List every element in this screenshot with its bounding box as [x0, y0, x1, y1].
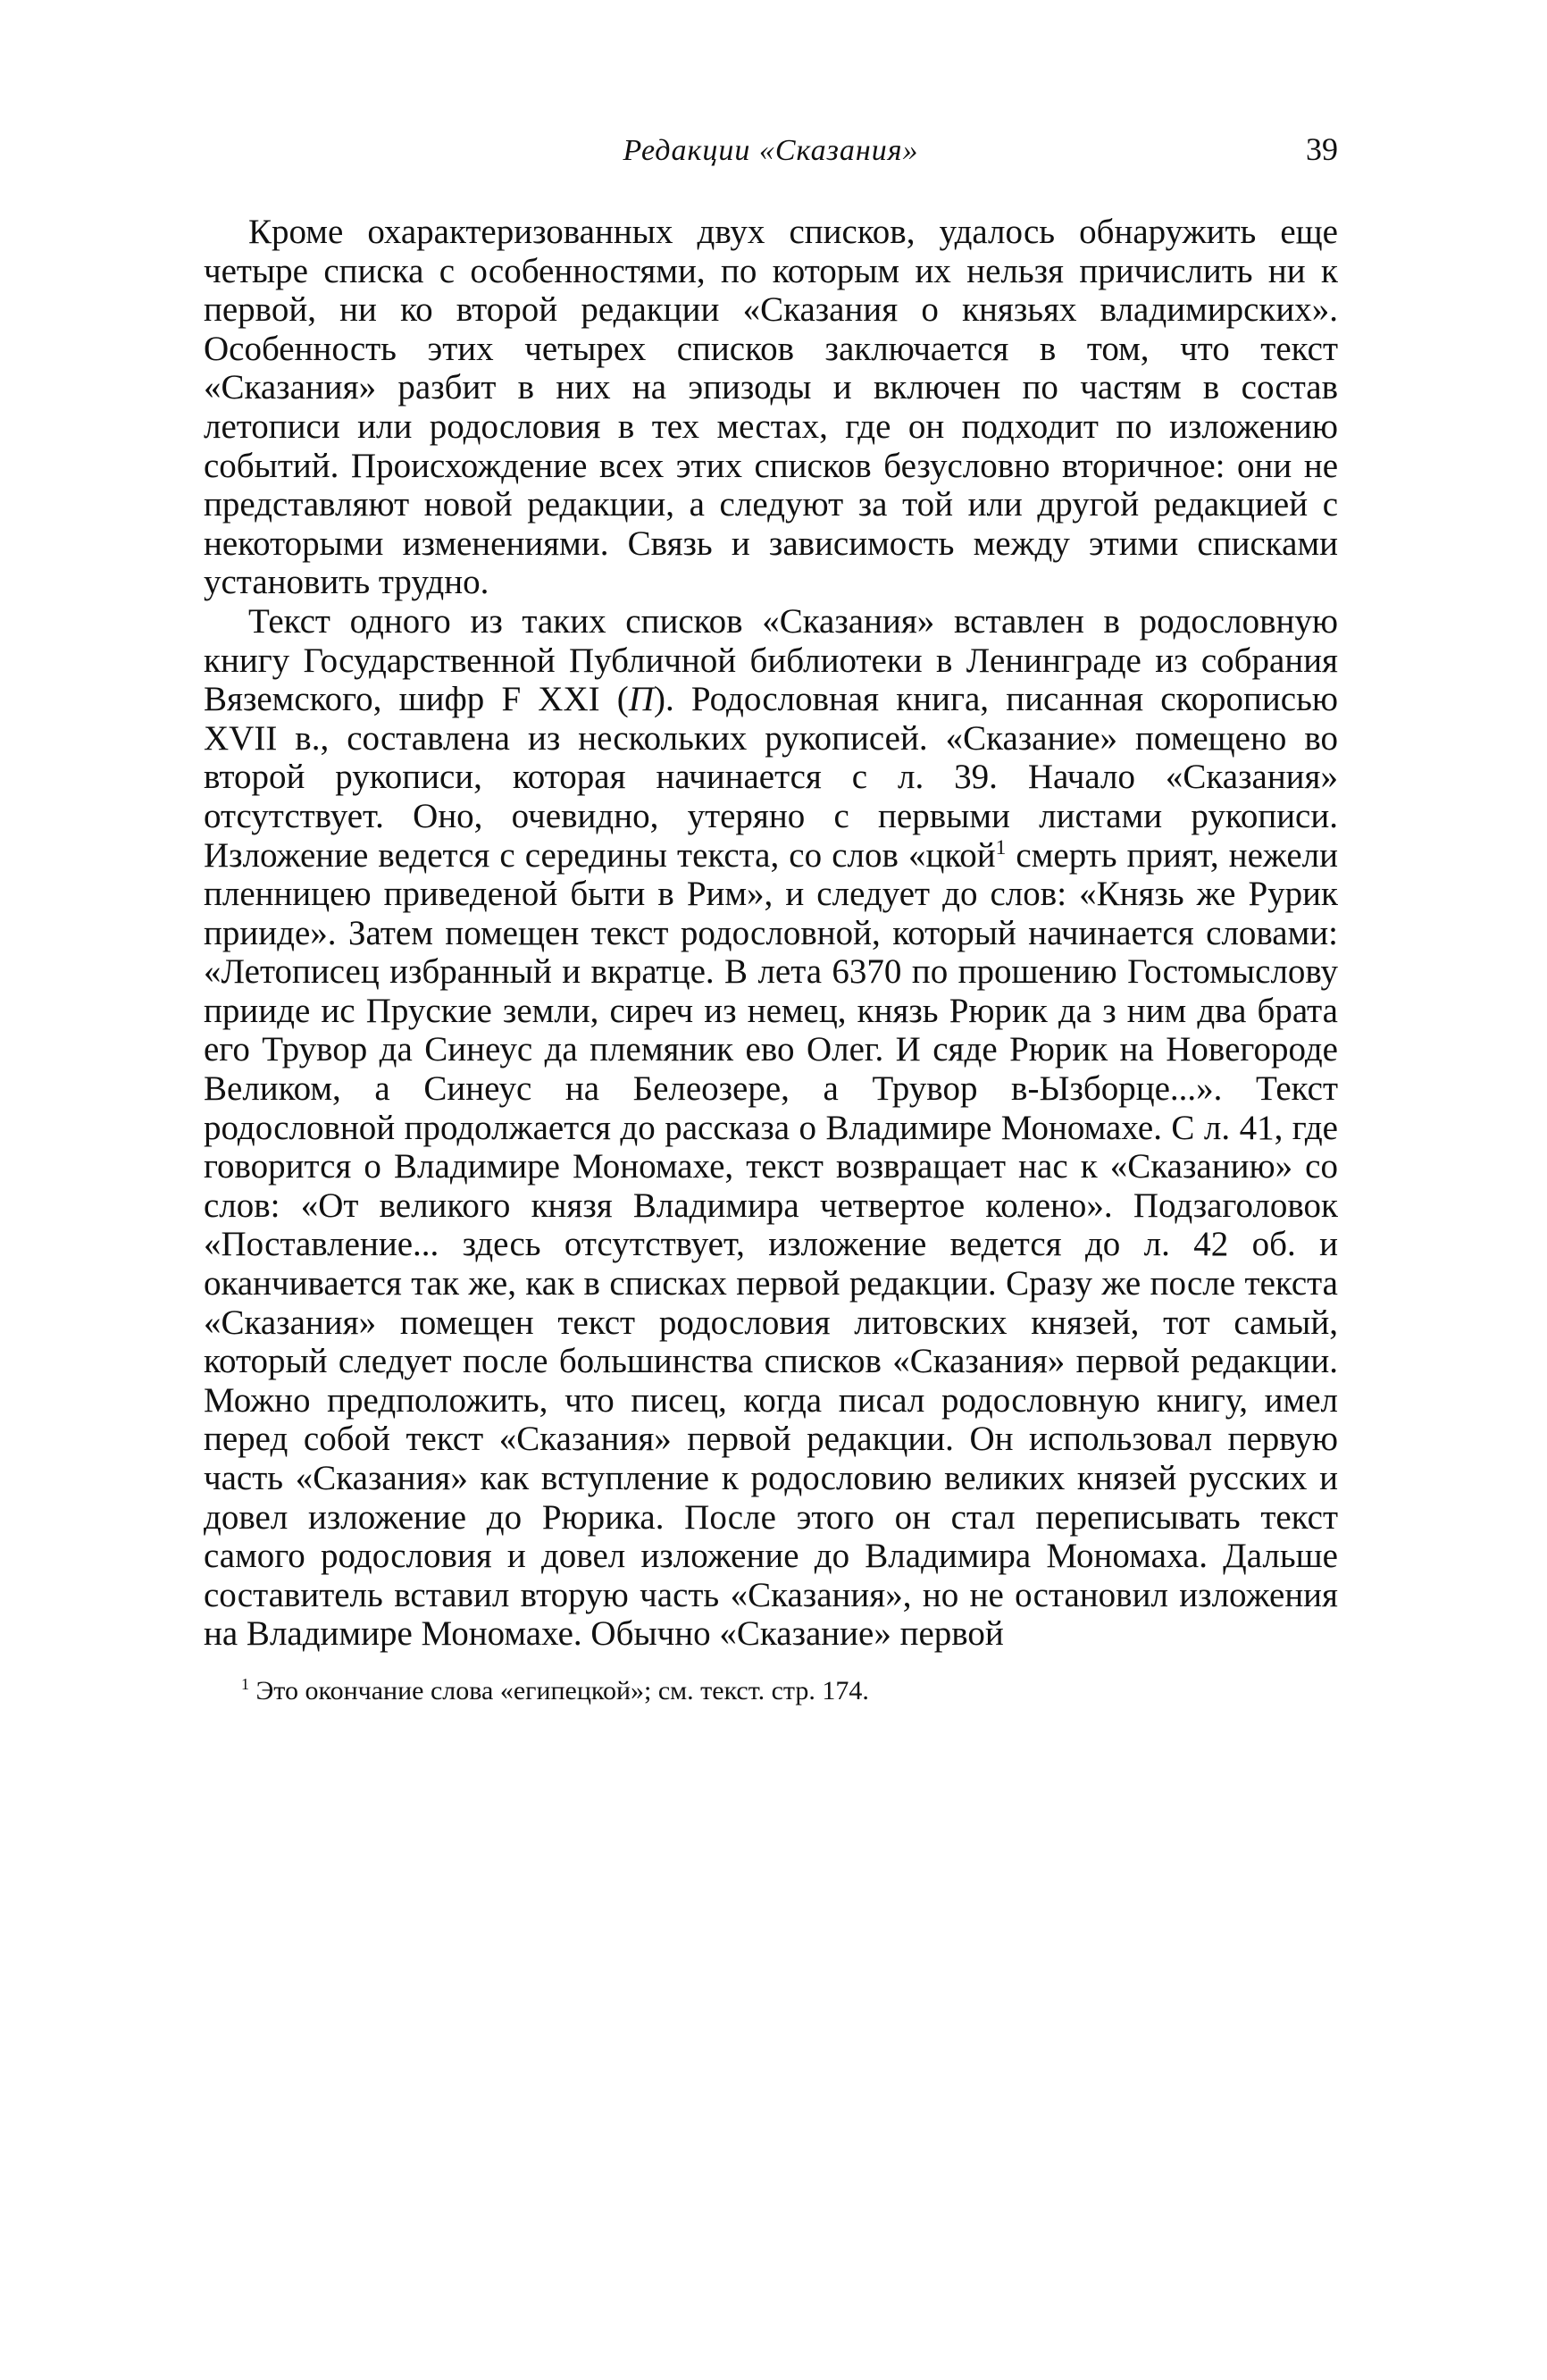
footnote: [204, 1673, 1338, 1709]
running-head: [204, 125, 1338, 179]
footnote-marker: 1: [241, 1674, 249, 1693]
paragraph-2: [204, 602, 1338, 1654]
paragraph-1-text: Кроме охарактеризованных двух списков, удалось обнаружить еще четыре списка с особенностями, по которым их нельзя причислить ни к первой, ни ко второй редакции «Сказания о князьях владимирских». Особенность этих четырех списков заключается в том, что текст «Сказания» разбит в них на эпизоды и включен по частям в состав летописи или родословия в тех местах, где он подходит по изложению событий. Происхождение всех этих списков безусловно вторичное: они не представляют новой редакции, а следуют за той или другой редакцией с некоторыми изменениями. Связь и зависимость между этими списками установить трудно.: [204, 213, 1338, 602]
paragraph-2-text-b: ). Родословная книга, писанная скорописью XVII в., составлена из нескольких рукописей. «Сказание» помещено во второй рукописи, которая начинается с л. 39. Начало «Сказания» отсутствует. Оно, очевидно, утеряно с первыми листами рукописи. Изложение ведется с середины текста, со слов «цкой: [204, 680, 1338, 875]
footnote-separator: [204, 1654, 1338, 1673]
paragraph-1: [204, 213, 1338, 602]
siglum-italic: П: [628, 680, 654, 719]
paragraph-2-text-c: смерть прият, нежели пленницею приведеной быти в Рим», и следует до слов: «Князь же Рурик прииде». Затем помещен текст родословной, который начинается словами: «Летописец избранный и вкратце. В лета 6370 по прошению Гостомыслову прииде ис Пруские земли, сиреч из немец, князь Рюрик да з ним два брата его Трувор да Синеус да племяник ево Олег. И сяде Рюрик на Новегороде Великом, а Синеус на Белеозере, а Трувор в-Ызборце...». Текст родословной продолжается до рассказа о Владимире Мономахе. С л. 41, где говорится о Владимире Мономахе, текст возвращает нас к «Сказанию» со слов: «От великого князя Владимира четвертое колено». Подзаголовок «Поставление... здесь отсутствует, изложение ведется до л. 42 об. и оканчивается так же, как в списках первой редакции. Сразу же после текста «Сказания» помещен текст родословия литовских князей, тот самый, который следует после большинства списков «Сказания» первой редакции. Можно предположить, что писец, когда писал родословную книгу, имел перед собой текст «Сказания» первой редакции. Он использовал первую часть «Сказания» как вступление к родословию великих князей русских и довел изложение до Рюрика. После этого он стал переписывать текст самого родословия и довел изложение до Владимира Мономаха. Дальше составитель вставил вторую часть «Сказания», но не остановил изложения на Владимире Мономахе. Обычно «Сказание» первой: [204, 835, 1338, 1654]
footnote-reference: 1: [995, 835, 1007, 859]
footnote-text: Это окончание слова «египецкой»; см. текст. стр. 174.: [249, 1675, 869, 1705]
paragraph-2-text-a: Текст одного из таких списков «Сказания» вставлен в родословную книгу Государственной Публичной библиотеки в Ленинграде из собрания Вяземского, шифр F XXI (: [204, 601, 1338, 719]
book-page: [204, 125, 1338, 1709]
body-text: [204, 213, 1338, 1654]
page-number: 39: [1306, 131, 1338, 167]
running-title: Редакции «Сказания»: [623, 134, 919, 167]
